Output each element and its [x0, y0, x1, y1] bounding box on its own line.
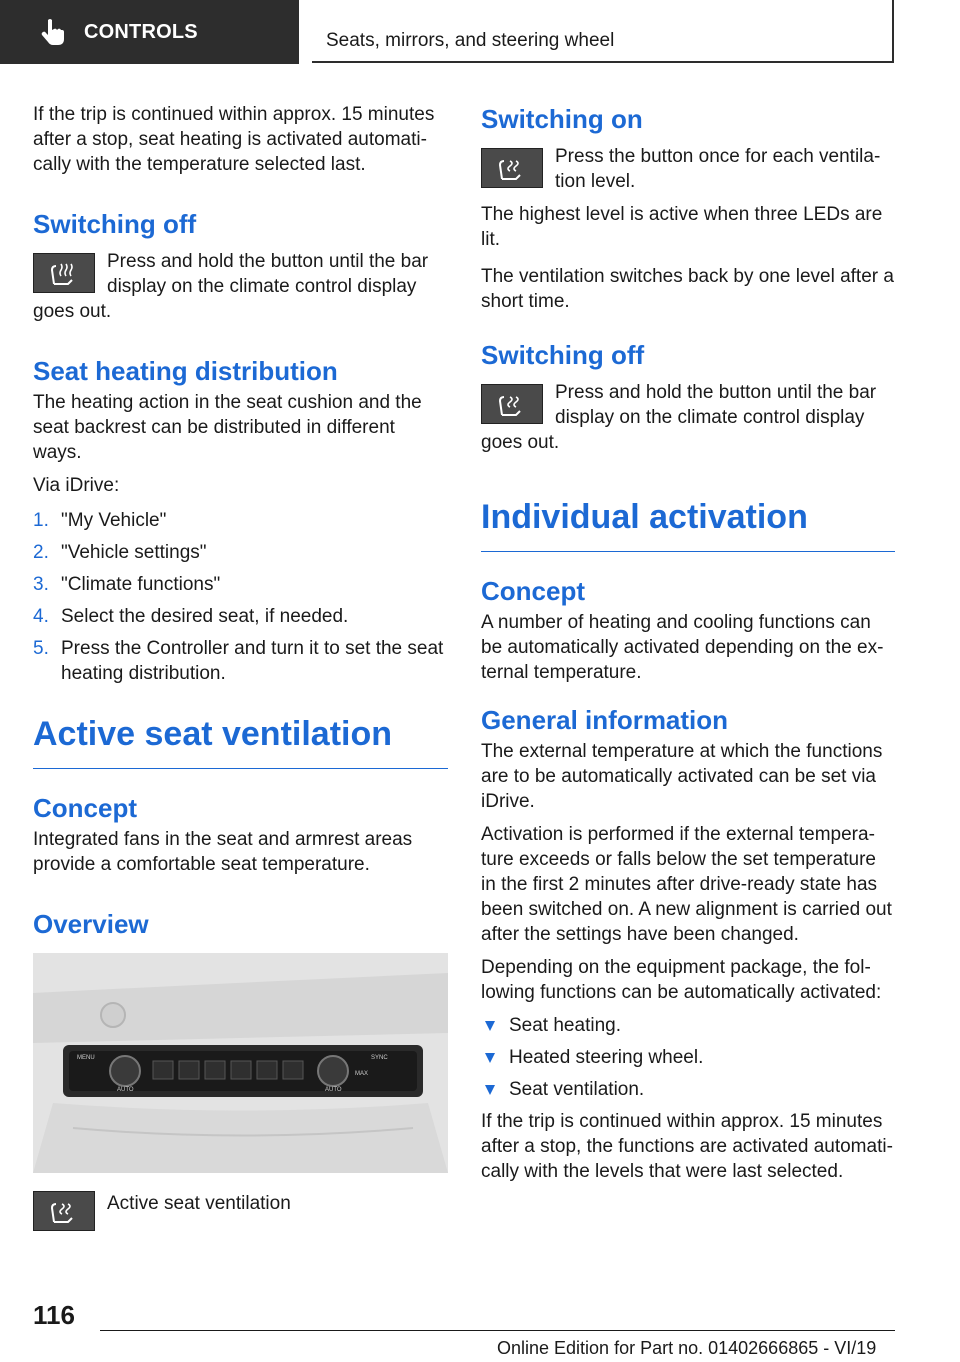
- right-column: [481, 96, 895, 1184]
- via-idrive-label: Via iDrive:: [33, 475, 120, 496]
- general-info-heading: General information: [481, 705, 729, 735]
- auto-functions-list: [481, 1013, 895, 1102]
- switching-on-p2: The ventilation switches back by one level after a short time.: [481, 266, 894, 312]
- steps-list: [33, 508, 448, 686]
- climate-control-photo: [33, 953, 448, 1173]
- seat-ventilation-icon: [33, 1191, 95, 1231]
- switching-on-p1: The highest level is active when three LEDs are lit.: [481, 204, 883, 250]
- footer-edition: Online Edition for Part no. 01402666865 - VI/19: [497, 1338, 877, 1358]
- ventilation-caption: Active seat ventilation: [107, 1193, 291, 1214]
- ventilation-heading: Active seat ventilation: [33, 714, 448, 769]
- switching-off-block: [33, 249, 448, 299]
- overview-heading: Overview: [33, 909, 149, 939]
- switching-off-heading-right: Switching off: [481, 340, 645, 370]
- photo-label-max: MAX: [355, 1071, 369, 1077]
- photo-label-sync: SYNC: [371, 1055, 388, 1061]
- list-item: 1. "My Vehicle": [33, 510, 167, 531]
- ventilation-caption-block: [33, 1187, 448, 1237]
- switching-on-heading: Switching on: [481, 104, 643, 134]
- left-column: [33, 96, 448, 1237]
- section-label: CONTROLS: [84, 20, 198, 43]
- distribution-heading: Seat heating distribution: [33, 356, 338, 386]
- individual-closing: If the trip is continued within approx. 15 minutes after a stop, the functions are activated automati-cally with the levels that were last selected.: [481, 1111, 893, 1182]
- switching-off-tail: goes out.: [33, 301, 112, 322]
- list-item: Seat heating.: [481, 1013, 895, 1038]
- list-item: 4. Select the desired seat, if needed.: [33, 606, 349, 627]
- switching-off-text-right: Press and hold the button until the bar display on the climate control display: [555, 382, 877, 428]
- distribution-text: The heating action in the seat cushion and the seat backrest can be distributed in different ways.: [33, 392, 422, 463]
- list-item: 5. Press the Controller and turn it to set the seat heating distribution.: [33, 638, 444, 684]
- triangle-bullet-icon: [485, 1085, 495, 1095]
- seat-heating-icon: [33, 253, 95, 293]
- switching-off-block-right: [481, 380, 895, 430]
- page-header: [312, 0, 894, 63]
- individual-concept-text: A number of heating and cooling functions can be automatically activated depending on the ex-ternal temperature.: [481, 612, 884, 683]
- list-item: 2. "Vehicle settings": [33, 542, 207, 563]
- list-item: Heated steering wheel.: [481, 1045, 895, 1070]
- seat-ventilation-icon: [481, 384, 543, 424]
- concept-heading: Concept: [33, 793, 137, 823]
- photo-label-menu: MENU: [77, 1055, 95, 1061]
- list-item: 3. "Climate functions": [33, 574, 221, 595]
- individual-concept-heading: Concept: [481, 576, 585, 606]
- intro-paragraph: If the trip is continued within approx. 15 minutes after a stop, seat heating is activated automati-cally with the temperature selected last.: [33, 104, 435, 175]
- page-title: Seats, mirrors, and steering wheel: [326, 30, 615, 51]
- section-tab: [0, 0, 299, 64]
- switching-off-heading: Switching off: [33, 209, 197, 239]
- hand-pointer-icon: [38, 17, 66, 47]
- individual-heading: Individual activation: [481, 497, 895, 552]
- concept-text: Integrated fans in the seat and armrest areas provide a comfortable seat temperature.: [33, 829, 413, 875]
- triangle-bullet-icon: [485, 1053, 495, 1063]
- list-item: Seat ventilation.: [481, 1077, 895, 1102]
- photo-label-auto-right: AUTO: [325, 1087, 342, 1093]
- seat-ventilation-icon: [481, 148, 543, 188]
- page-number: 116: [33, 1300, 75, 1330]
- switching-on-text: Press the button once for each ventila-tion level.: [555, 146, 881, 192]
- general-p1: The external temperature at which the functions are to be automatically activated can be set via iDrive.: [481, 741, 883, 812]
- triangle-bullet-icon: [485, 1021, 495, 1031]
- general-p2: Activation is performed if the external tempera-ture exceeds or falls below the set temperature in the first 2 minutes after drive-ready state has been switched on. A new alignment is carried out after the settings have been changed.: [481, 824, 892, 945]
- switching-off-text: Press and hold the button until the bar display on the climate control display: [107, 251, 429, 297]
- photo-label-auto-left: AUTO: [117, 1087, 134, 1093]
- general-p3: Depending on the equipment package, the fol-lowing functions can be automatically activated:: [481, 957, 882, 1003]
- switching-on-block: [481, 144, 895, 194]
- switching-off-tail-right: goes out.: [481, 432, 560, 453]
- footer-divider: [100, 1330, 895, 1331]
